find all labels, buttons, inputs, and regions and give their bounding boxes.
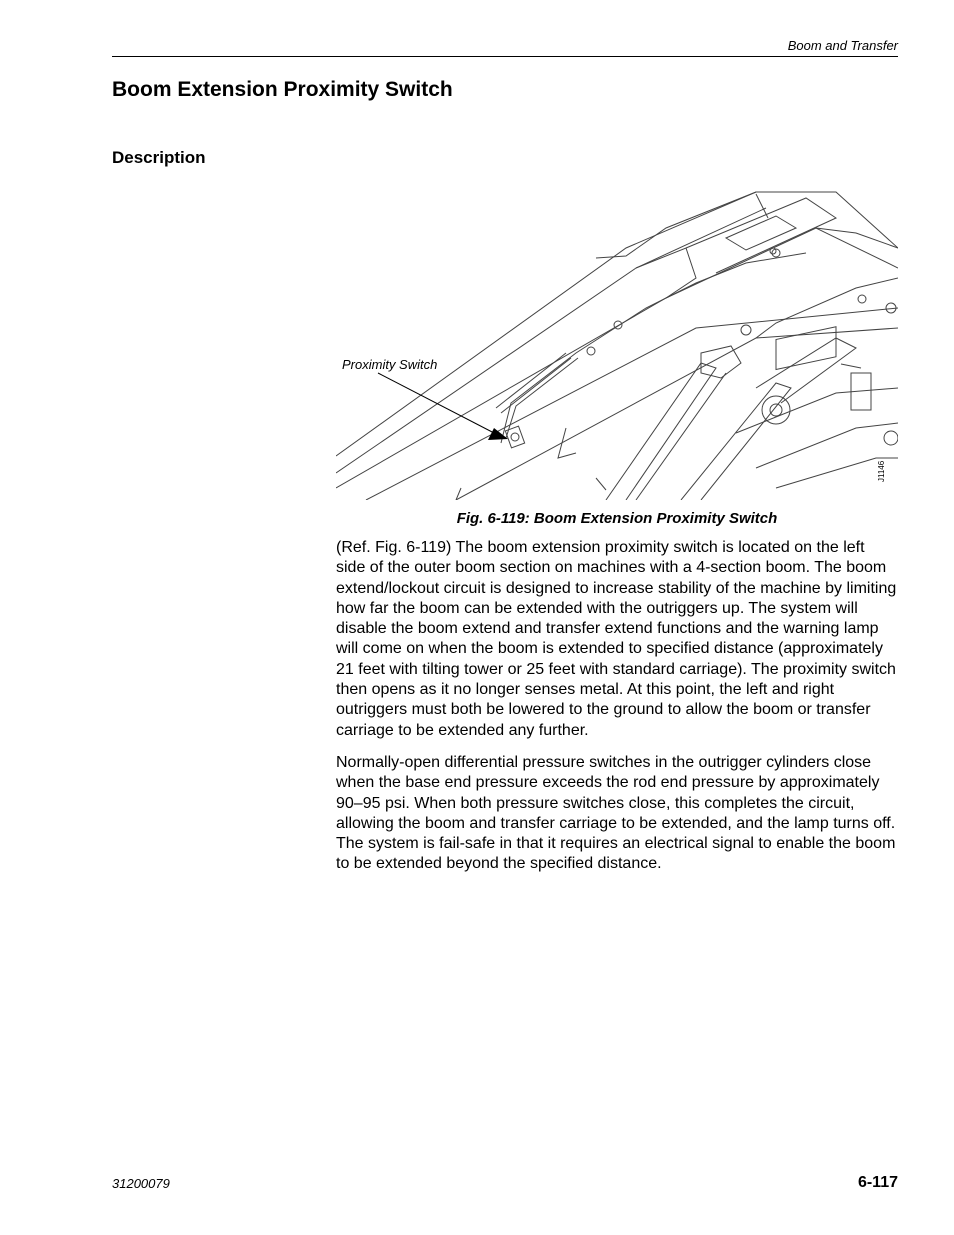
callout-leader-line [378,373,508,440]
boom-line-drawing [336,188,898,500]
document-number: 31200079 [112,1176,170,1191]
header-rule [112,56,898,57]
section-title: Boom Extension Proximity Switch [112,78,453,101]
boom-illustration [336,188,898,500]
running-header: Boom and Transfer [787,38,898,53]
page-number: 6-117 [857,1174,898,1191]
body-text [336,538,898,887]
subsection-title: Description [112,148,206,167]
proximity-switch-callout: Proximity Switch [342,357,438,372]
figure-caption: Fig. 6-119: Boom Extension Proximity Switch [456,510,778,527]
paragraph: Normally-open differential pressure switches in the outrigger cylinders close when the base end pressure exceeds the rod end pressure by approximately 90–95 psi. When both pressure switches close, this completes the circuit, allowing the boom and transfer carriage to be extended, and the lamp turns off. The system is fail-safe in that it requires an electrical signal to enable the boom to be extended beyond the specified distance. [336,753,896,873]
figure-id: J1146 [877,460,886,482]
paragraph: (Ref. Fig. 6-119) The boom extension proximity switch is located on the left side of the outer boom section on machines with a 4-section boom. The boom extend/lockout circuit is designed to increase stability of the machine by limiting how far the boom can be extended with the outriggers up. The system will disable the boom extend and transfer extend functions and the warning lamp will come on when the boom is extended to specified distance (approximately 21 feet with tilting tower or 25 feet with standard carriage). The proximity switch then opens as it no longer senses metal. At this point, the left and right outriggers must both be lowered to the ground to allow the boom or transfer carriage to be extended any further. [336,539,897,739]
